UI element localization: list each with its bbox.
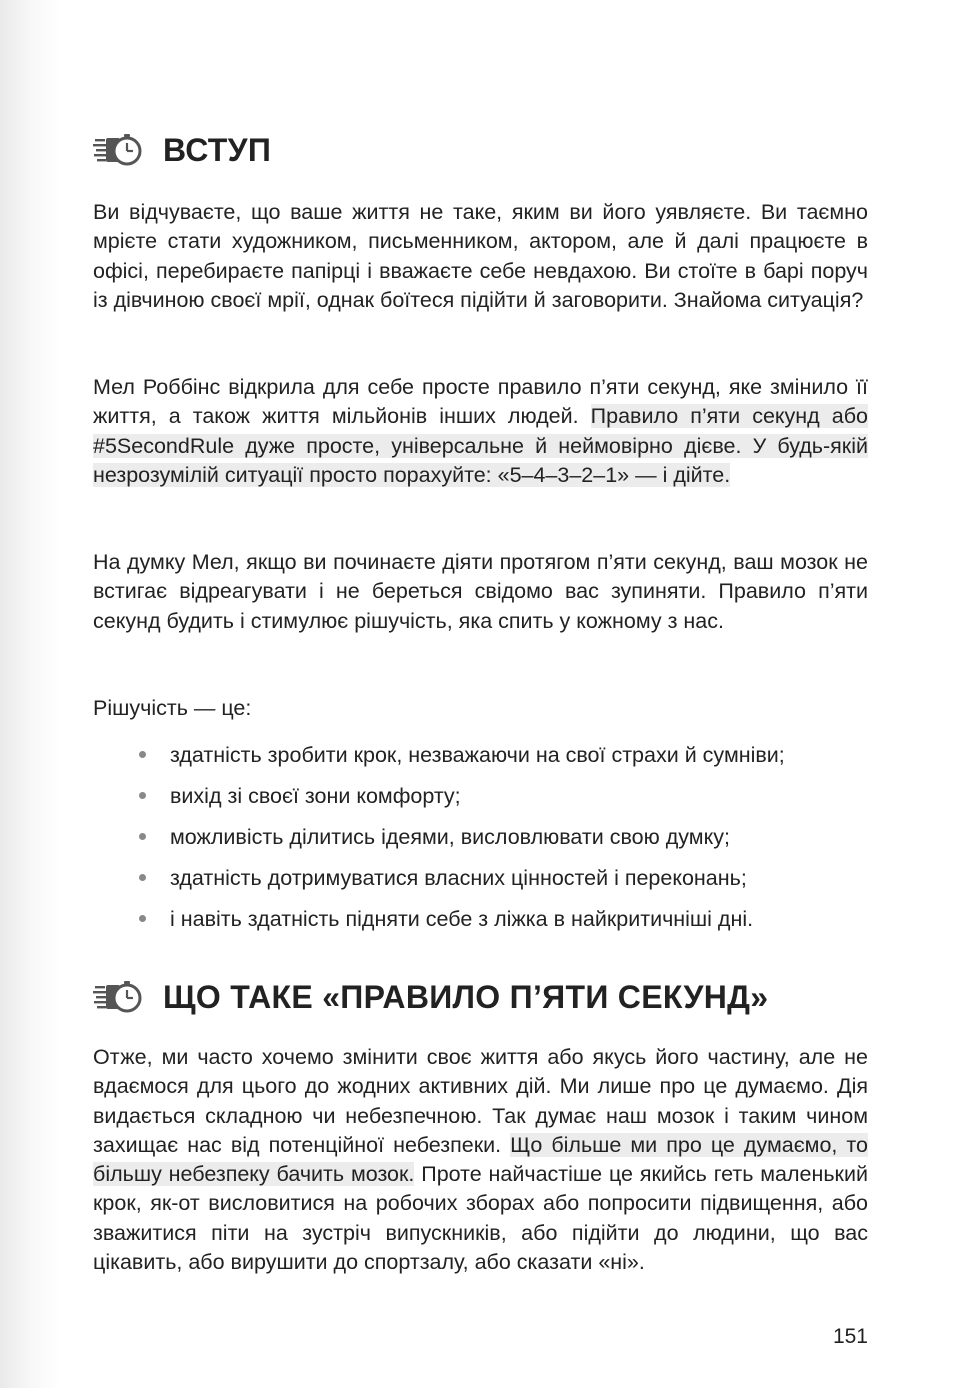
- decisiveness-list: [93, 736, 868, 941]
- highlighted-text: Що більше ми про це думаємо, то більшу небезпеку бачить мозок.: [93, 1132, 868, 1187]
- bullet-icon: [139, 915, 146, 922]
- bullet-icon: [139, 874, 146, 881]
- list-item: здатність зробити крок, незважаючи на свої страхи й сумніви;: [93, 736, 868, 777]
- paragraph-text: Проте найчастіше це якийсь геть маленький крок, як-от висловитися на робочих зборах або попросити підвищення, або зважитися піти на зустріч випускників, або підійти до людини, що вас цікавить, або вирушити до спортзалу, або сказати «ні».: [93, 1162, 868, 1275]
- list-item: вихід зі своєї зони комфорту;: [93, 777, 868, 818]
- book-spine-shadow: [0, 0, 60, 1388]
- section-heading-intro: [93, 130, 271, 170]
- section-title: ЩО ТАКЕ «ПРАВИЛО П’ЯТИ СЕКУНД»: [163, 978, 769, 1015]
- list-item: і навіть здатність підняти себе з ліжка в найкритичніші дні.: [93, 900, 868, 941]
- bullet-icon: [139, 751, 146, 758]
- section-heading-rule: [93, 977, 768, 1017]
- paragraph-text: Отже, ми часто хочемо змінити своє життя або якусь його частину, але не вдаємося для цього до жодних активних дій. Ми лише про це думаємо. Дія видається складною чи небезпечною. Так думає наш мозок і таким чином захищає нас від потенційної небезпеки.: [93, 1045, 868, 1157]
- paragraph-mel-opinion: На думку Мел, якщо ви починаєте діяти протягом п’яти секунд, ваш мозок не встигає відреагувати і не береться свідомо вас зупиняти. Правило п’яти секунд будить і стимулює рішучість, яка спить у кожному з нас.: [93, 550, 868, 633]
- page-number: 151: [832, 1325, 868, 1348]
- bullet-icon: [139, 833, 146, 840]
- list-item: здатність дотримуватися власних цінностей і переконань;: [93, 859, 868, 900]
- stopwatch-speed-icon: [93, 133, 145, 167]
- bullet-icon: [139, 792, 146, 799]
- list-item: можливість ділитись ідеями, висловлювати свою думку;: [93, 818, 868, 859]
- stopwatch-speed-icon: [93, 980, 145, 1014]
- highlighted-text: Правило п’яти секунд або #5SecondRule дуже просте, універсальне й неймовірно дієве. У будь-якій незрозумілій ситуації просто порахуйте: «5–4–3–2–1» — і дійте.: [93, 404, 868, 487]
- paragraph-decisiveness: Рішучість — це:: [93, 696, 252, 720]
- paragraph-rule-description: [93, 373, 868, 490]
- section-title: ВСТУП: [163, 131, 272, 168]
- paragraph-text: Мел Роббінс відкрила для себе просте правило п’яти секунд, яке змінило її життя, а також життя мільйонів інших людей.: [93, 375, 868, 429]
- paragraph-intro: Ви відчуваєте, що ваше життя не таке, яким ви його уявляєте. Ви таємно мрієте стати художником, письменником, актором, але й далі працюєте в офісі, перебираєте папірці і вважаєте себе невдахою. Ви стоїте в барі поруч із дівчиною своєї мрії, однак боїтеся підійти й заговорити. Знайома ситуація?: [93, 200, 868, 312]
- paragraph-rule-explanation: [93, 1043, 868, 1277]
